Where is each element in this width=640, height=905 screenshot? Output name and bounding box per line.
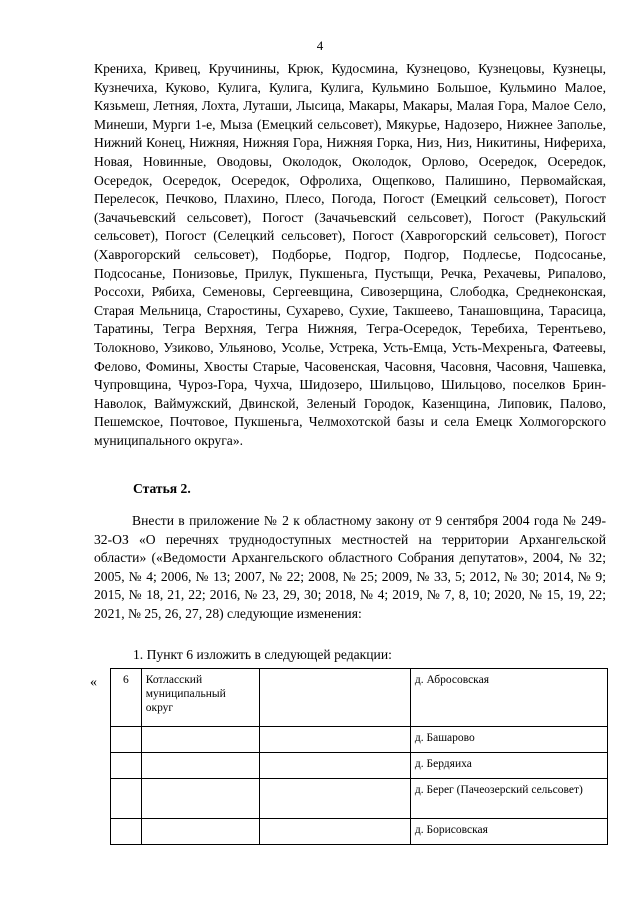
- table-cell-district: Котласский муниципальный округ: [141, 669, 260, 727]
- table-cell-district: [141, 779, 260, 819]
- table-cell-num: [111, 727, 142, 753]
- table-cell-place: д. Бердяиха: [410, 753, 607, 779]
- item-1: 1. Пункт 6 изложить в следующей редакции:: [133, 647, 392, 662]
- article-paragraph: [94, 512, 606, 624]
- table-cell-district: [141, 753, 260, 779]
- table-row: [111, 669, 608, 727]
- table-cell-num: 6: [111, 669, 142, 727]
- table-row: [111, 727, 608, 753]
- locality-table: [110, 668, 608, 845]
- table-cell-place: д. Берег (Пачеозерский сельсовет): [410, 779, 607, 819]
- table-row: [111, 753, 608, 779]
- table-cell-district: [141, 819, 260, 845]
- table-cell-empty: [260, 779, 411, 819]
- table-cell-num: [111, 779, 142, 819]
- intro-paragraph: [94, 60, 606, 450]
- table-cell-place: д. Борисовская: [410, 819, 607, 845]
- table-cell-place: д. Абросовская: [410, 669, 607, 727]
- page-number: 4: [316, 38, 324, 53]
- table-cell-district: [141, 727, 260, 753]
- table-cell-num: [111, 819, 142, 845]
- table-row: [111, 779, 608, 819]
- table-cell-num: [111, 753, 142, 779]
- table-cell-place: д. Башарово: [410, 727, 607, 753]
- intro-text: Крениха, Кривец, Кручинины, Крюк, Кудосмина, Кузнецово, Кузнецовы, Кузнецы, Кузнечиха, Куково, Кулига, Кулига, Кулига, Кульмино Большое, Кульмино Малое, Кязьмеш, Летняя, Лохта, Луташи, Лысица, Макары, Макары, Малая Гора, Малое Село, Минеши, Мурги 1-е, Мыза (Емецкий сельсовет), Мякурье, Надозеро, Нижнее Заполье, Нижний Конец, Нижняя, Нижняя Гора, Нижняя Горка, Низ, Низ, Никитины, Нифериха, Новая, Новинные, Оводовы, Околодок, Околодок, Орлово, Осередок, Осередок, Осередок, Осередок, Осередок, Офролиха, Ощепково, Палишино, Первомайская, Перелесок, Печково, Плахино, Плесо, Погода, Погост (Емецкий сельсовет), Погост (Зачачьевский сельсовет), Погост (Зачачьевский сельсовет), Погост (Ракульский сельсовет), Погост (Селецкий сельсовет), Погост (Хаврогорский сельсовет), Погост (Хаврогорский сельсовет), Подборье, Подгор, Подгор, Подлесье, Подсосанье, Подсосанье, Понизовье, Прилук, Пукшеньга, Пустыщи, Речка, Рехачевы, Рипалово, Россохи, Рябиха, Семеновы, Сергеевщина, Сивозерщина, Слободка, Среднеконская, Старая Мельница, Старостины, Сухарево, Сухие, Такшеево, Танашовщина, Тарасица, Таратины, Тегра Верхняя, Тегра Нижняя, Тегра-Осередок, Теребиха, Терентьево, Толокново, Узиково, Ульяново, Усолье, Устрека, Усть-Емца, Усть-Мехреньга, Фатеевы, Фелово, Фомины, Хвосты Старые, Часовенская, Часовня, Часовня, Часовня, Чашевка, Чупровщина, Чуроз-Гора, Чухча, Шидозеро, Шильцово, Шильцово, поселков Брин-Наволок, Ваймужский, Двинской, Зеленый Городок, Казенщина, Липовик, Палово, Пешемское, Почтовое, Пукшеньга, Челмохотской базы и села Емецк Холмогорского муниципального округа».: [94, 61, 606, 448]
- table-cell-empty: [260, 727, 411, 753]
- table-cell-empty: [260, 753, 411, 779]
- article-text: Внести в приложение № 2 к областному закону от 9 сентября 2004 года № 249-32-ОЗ «О перечнях труднодоступных местностей на территории Архангельской области» («Ведомости Архангельского областного Собрания депутатов», 2004, № 32; 2005, № 4; 2006, № 13; 2007, № 22; 2008, № 25; 2009, № 33, 5; 2012, № 30; 2014, № 9; 2015, № 18, 21, 22; 2016, № 23, 29, 30; 2018, № 4; 2019, № 7, 8, 10; 2020, № 15, 19, 22; 2021, № 25, 26, 27, 28) следующие изменения:: [94, 513, 606, 621]
- open-quote: «: [90, 675, 97, 690]
- article-title: Статья 2.: [133, 481, 191, 496]
- table-cell-empty: [260, 669, 411, 727]
- table-cell-empty: [260, 819, 411, 845]
- table-row: [111, 819, 608, 845]
